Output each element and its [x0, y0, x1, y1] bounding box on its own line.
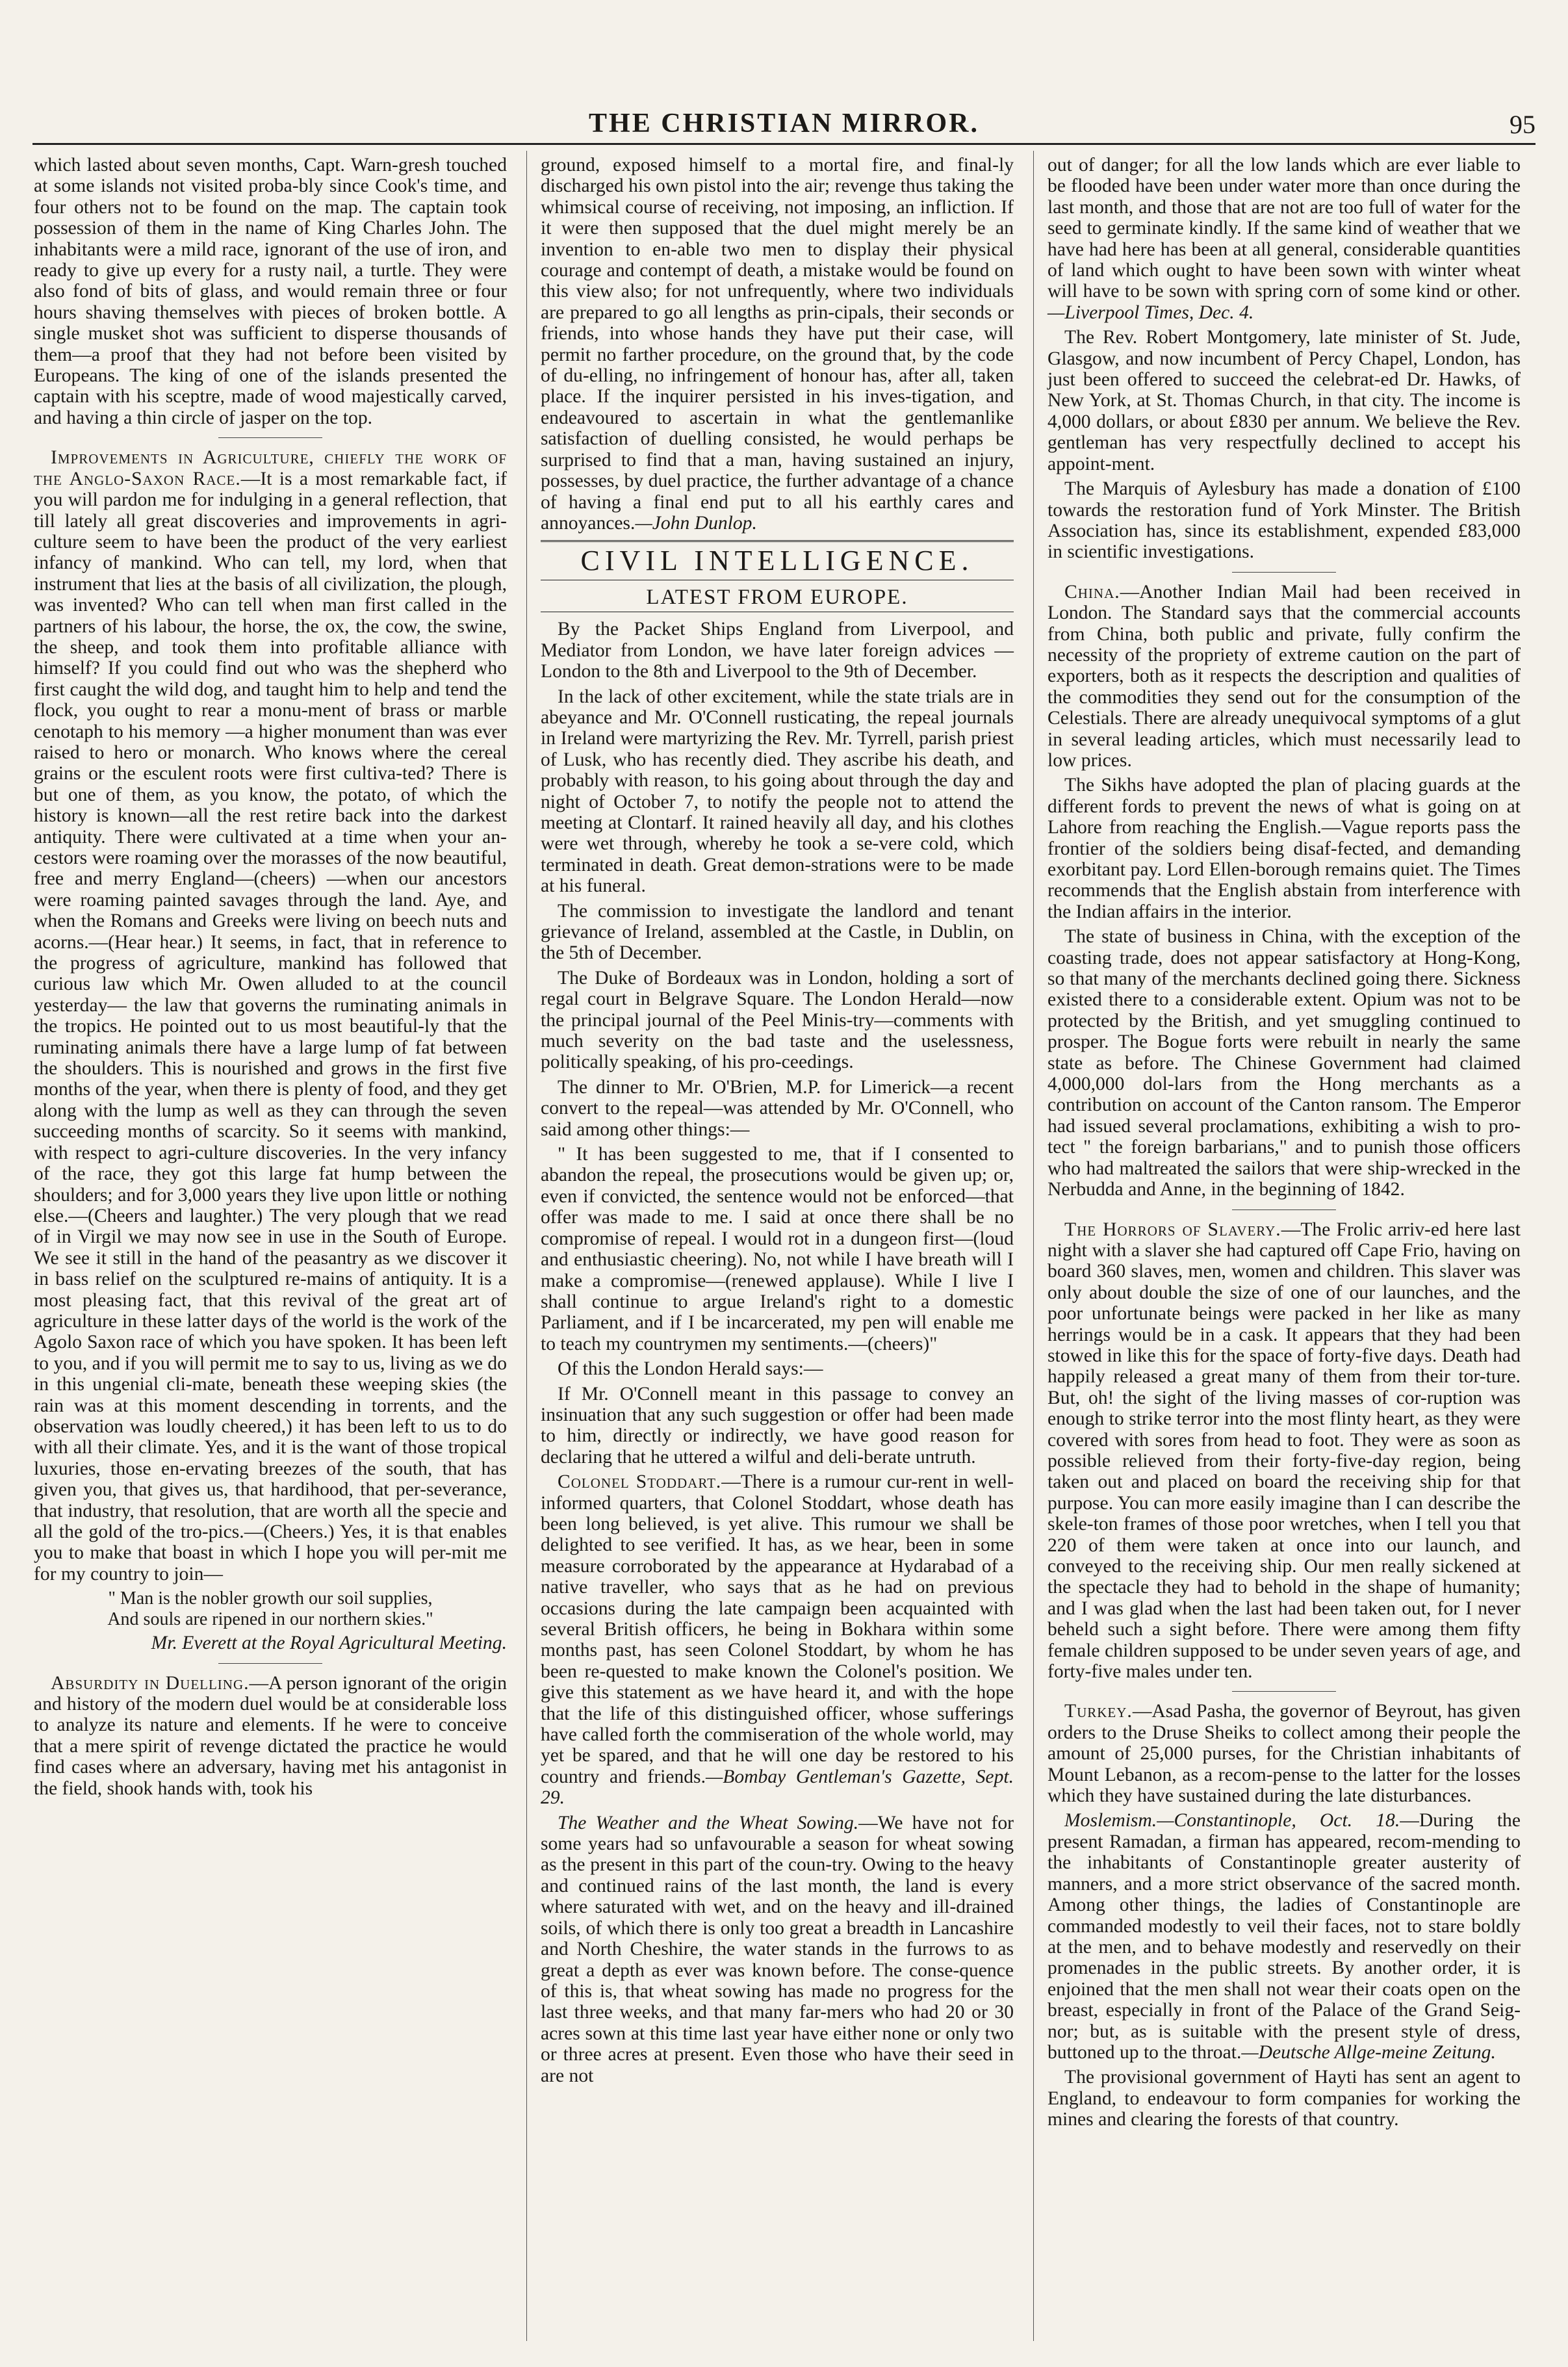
- news-turkey: [1047, 1701, 1521, 1806]
- verse-line: " Man is the nobler growth our soil supplies,: [108, 1588, 433, 1609]
- article-source: —Deutsche Allge-meine Zeitung.: [1241, 2041, 1496, 2063]
- article-body: —There is a rumour cur-rent in well-informed quarters, that Colonel Stoddart, whose death has been long believed, is yet alive. This rumour we shall be delighted to see verified. It has, as we hear, been in some measure corroborated by the appearance at Hydarabad of a native traveller, who says that as he had on previous occasions during the late campaign been acquainted with several British officers, he being in Bokhara within some months past, has seen Colonel Stoddart, by whom he has been re-quested to make known the Colonel's position. We give this statement as we have heard it, and with the hope that the life of this distinguished officer, whose sufferings have called forth the commiseration of the whole world, may yet be spared, and that he will one day be restored to his country and friends.: [541, 1471, 1014, 1787]
- column-1: [34, 155, 507, 1803]
- article-body: —During the present Ramadan, a firman has appeared, recom-mending to the inhabitants of Constantinople greater austerity of manners, and a more strict observance of the sacred month. Among other things, the ladies of Constantinople are commanded modestly to veil their faces, not to stare boldly at the men, and to behave modestly and reservedly on their promenades in the public streets. By another order, it is enjoined that the men shall not wear their coats open on the breast, especially in front of the Palace of the Grand Seig-nor; but, as is suitable with the present style of dress, buttoned up to the throat.: [1047, 1810, 1521, 2063]
- quoted-verse: [34, 1588, 507, 1630]
- article-body: —The Frolic arriv-ed here last night with a slaver she had captured off Cape Frio, having on board 360 slaves, men, women and children. This slaver was only about double the size of one of our launches, and the poor unfortunate beings were packed in her like as many herrings would be in a cask. It appears that they had been stowed in like this for the space of forty-five days. Death had happily released a great many of them from their tor-ture. But, oh! the sight of the living masses of cor-ruption was enough to strike terror into the most flinty heart, as they were covered with sores from head to foot. They were as soon as possible relieved from their forty-five-day region, being taken out and placed on board the receiving ship for that purpose. You can more easily imagine than I can describe the skele-ton frames of those poor wretches, when I tell you that 220 of them were taken at once into our launch, and conveyed to the receiving ship. Our men really sickened at the spectacle they had to behold in the shape of humanity; and I was glad when the last had been taken out, for I never beheld such a sight before. There were among them fifty female children supposed to be under seven years of age, and forty-five males under ten.: [1047, 1219, 1521, 1683]
- column-2: [541, 155, 1014, 2090]
- article-body: —We have not for some years had so unfavourable a season for wheat sowing as the present in this part of the coun-try. Owing to the heavy and continued rains of the last month, the land is every where saturated with wet, and on the heavy and ill-drained soils, of which there is only too great a breadth in Lancashire and North Cheshire, the water stands in the furrows to as great a depth as ever was known before. The conse-quence of this is, that wheat sowing has made no progress for the last three weeks, and that many far-mers who had 20 or 30 acres sown at this time last year have either none or only two or three acres at present. Even those who have their seed in are not: [541, 1812, 1014, 2086]
- article-body: —It is a most remarkable fact, if you will pardon me for indulging in a general reflection, that till lately all great discoveries and improvements in agri-culture seem to have been the product of the very earliest infancy of mankind. Who can tell, my lord, when that instrument that lies at the basis of all civilization, the plough, was invented? Who can tell when man first called in the partners of his labour, the horse, the ox, the cow, the swine, the sheep, and took them into profitable alliance with himself? If you could find out who was the shepherd who first caught the wild dog, and taught him to help and tend the flock, you ought to rear a monu-ment of brass or marble cenotaph to his memory —a higher monument than was ever raised to hero or monarch. Who knows where the cereal grains or the esculent roots were first cultiva-ted? There is but one of them, as you know, the potato, of which the history is known—all the rest retire back into the darkest antiquity. There were cultivated at a time when your an-cestors were roaming over the morasses of the now beautiful, free and merry England—(cheers) —when our ancestors were roaming painted savages through the land. Aye, and when the Romans and Greeks were living on beech nuts and acorns.—(Hear hear.) It seems, in fact, that in reference to the progress of agriculture, mankind has followed that curious law which Mr. Owen alluded to at the council yesterday— the law that governs the ruminating animals in the tropics. He pointed out to us most beautiful-ly that the ruminating animals there have a large lump of fat between the shoulders. This is nourished and grows in the first five months of the year, when there is plenty of food, and they get along with the lump as well as they can through the seven succeeding months of scarcity. So it seems with mankind, with respect to agri-culture discoveries. In the very infancy of the race, they got this large fat hump between the shoulders; and for 3,000 years they live upon little or nothing else.—(Cheers and laughter.) The very plough that we read of in Virgil we may now see in use in the South of Europe. We see it still in the hand of the peasantry as we discover it in bass relief on the sculptured re-mains of antiquity. It is a most pleasing fact, that this revival of the great art of agriculture in these latter days of the world is the work of the Agolo Saxon race of which you have spoken. It has been left to you, and if you will permit me to say to us, living as we do in this ungenial cli-mate, beneath these weeping skies (the rain was at this moment descending in torrents, and the observation was loudly cheered,) it has been left to us to do with all their climate. Yes, and it is the want of those tropical luxuries, those en-ervating breezes of the south, that has given you, that gives us, that hardihood, that per-severance, that industry, that resolution, that are worth all the specie and all the gold of the tro-pics.—(Cheers.) Yes, it is that enables you to make that boast in which I hope you will per-mit me for my country to join—: [34, 468, 507, 1584]
- news-paragraph: The dinner to Mr. O'Brien, M.P. for Limerick—a recent convert to the repeal—was attended by Mr. O'Connell, who said among other things:—: [541, 1076, 1014, 1140]
- article-heading: Improvements in Agriculture, chiefly the work of the Anglo-Saxon Race.: [34, 447, 507, 489]
- separator: [1232, 1209, 1336, 1210]
- article-heading: Colonel Stoddart.: [558, 1471, 722, 1493]
- news-weather: [541, 1813, 1014, 2086]
- column-rule: [526, 151, 527, 2341]
- article-body: ground, exposed himself to a mortal fire, and final-ly discharged his own pistol into the air; revenge thus taking the whimsical course of receiving, not imposing, an infliction. If it were then supposed that the duel might merely be an invention to en-able two men to display their physical courage and contempt of death, a mistake would be found on this view also; for not unfrequently, where two individuals are prepared to go all lengths as prin-cipals, their seconds or friends, into whose hands they have put their case, will permit no farther procedure, on the ground that, by the code of du-elling, no infringement of honour has, after all, taken place. If the inquirer persisted in his inves-tigation, and endeavoured to ascertain in what the gentlemanlike satisfaction of duelling consisted, he would perhaps be surprised to find that a man, having sustained an injury, possesses, by duel practice, the further advantage of a chance of having a final end put to all his earthly cares and annoyances.: [541, 155, 1014, 534]
- news-paragraph: The state of business in China, with the exception of the coasting trade, does not appear satisfactory at Hong-Kong, so that many of the merchants declined going there. Sickness existed there to a considerable extent. Opium was not to be protected by the British, and yet smuggling continued to prosper. The Bogue forts were rebuilt in nearly the same state as before. The Chinese Government had claimed 4,000,000 dol-lars from the Hong merchants as a contribution on account of the Canton ransom. The Emperor had issued several proclamations, exhibiting a wish to pro-tect " the foreign barbarians," and to punish those officers who had maltreated the sailors that were ship-wrecked in the Nerbudda and Anne, in the beginning of 1842.: [1047, 926, 1521, 1200]
- article-body: —Another Indian Mail had been received in London. The Standard says that the commercial accounts from China, both public and private, fully confirm the necessity of the propriety of extreme caution on the part of exporters, both as it respects the description and qualities of the commodities they send out for the consumption of the Celestials. There are already unequivocal symptoms of a glut in several leading articles, which must necessarily lead to low prices.: [1047, 581, 1521, 771]
- article-source: —Liverpool Times, Dec. 4.: [1047, 302, 1254, 323]
- news-paragraph: The Marquis of Aylesbury has made a donation of £100 towards the restoration fund of York Minster. The British Association has, since its establishment, expended £83,000 in scientific investigations.: [1047, 478, 1521, 563]
- article-source: —John Dunlop.: [635, 512, 757, 534]
- separator: [1232, 572, 1336, 573]
- news-china: [1047, 582, 1521, 771]
- article-voyage-end: which lasted about seven months, Capt. Warn-gresh touched at some islands not visited proba-bly since Cook's time, and four others not to be found on the map. The captain took possession of them in the name of King Charles John. The inhabitants were a mild race, ignorant of the use of iron, and ready to give up every for a rusty nail, a turtle. They were also fond of bits of glass, and would remain three or four hours shaving themselves with pieces of broken bottle. A single musket shot was sufficient to disperse thousands of them—a proof that they had not before been visited by Europeans. The king of one of the islands presented the captain with his sceptre, made of wood majestically carved, and having a thin circle of jasper on the top.: [34, 155, 507, 428]
- masthead: [32, 104, 1536, 145]
- column-3: [1047, 155, 1521, 2134]
- article-source: Mr. Everett at the Royal Agricultural Meeting.: [151, 1633, 507, 1654]
- news-slavery: [1047, 1219, 1521, 1683]
- news-stoddart: [541, 1471, 1014, 1809]
- separator: [1232, 1691, 1336, 1692]
- article-heading: The Horrors of Slavery.: [1064, 1219, 1281, 1240]
- article-heading: China.: [1064, 581, 1120, 602]
- article-duelling-cont: [541, 155, 1014, 534]
- section-heading: CIVIL INTELLIGENCE.: [541, 540, 1014, 580]
- news-paragraph: Of this the London Herald says:—: [558, 1358, 823, 1380]
- article-body: —Asad Pasha, the governor of Beyrout, has given orders to the Druse Sheiks to collect among their people the amount of 25,000 purses, for the Christian inhabitants of Mount Lebanon, as a recom-pense to the latter for the losses which they have sustained during the late disturbances.: [1047, 1701, 1521, 1807]
- verse-line: And souls are ripened in our northern skies.": [107, 1609, 433, 1630]
- news-paragraph: The Sikhs have adopted the plan of placing guards at the different fords to prevent the news of what is going on at Lahore from reaching the English.—Vague reports pass the frontier of the soldiers being disaf-fected, and demanding exorbitant pay. Lord Ellen-borough remains quiet. The Times recommends that the English abstain from interference with the Indian affairs in the interior.: [1047, 775, 1521, 922]
- separator: [218, 437, 322, 438]
- news-paragraph: In the lack of other excitement, while the state trials are in abeyance and Mr. O'Connell rusticating, the repeal journals in Ireland were martyrizing the Rev. Mr. Tyrrell, parish priest of Lusk, who has recently died. They ascribe his death, and probably with reason, to his going about through the day and night of October 7, to notify the people not to attend the meeting at Clontarf. It rained heavily all day, and his clothes were wet through, whereby he took a se-vere cold, which terminated in death. Great demon-strations were to be made at his funeral.: [541, 686, 1014, 897]
- news-moslemism: [1047, 1810, 1521, 2063]
- news-paragraph: The Duke of Bordeaux was in London, holding a sort of regal court in Belgrave Square. The London Herald—now the principal journal of the Peel Minis-try—comments with much severity on the bad taste and the uselessness, politically speaking, of his pro-ceedings.: [541, 967, 1014, 1073]
- news-paragraph: The Rev. Robert Montgomery, late minister of St. Jude, Glasgow, and now incumbent of Percy Chapel, London, has just been offered to succeed the celebrat-ed Dr. Hawks, of New York, at St. Thomas Church, in that city. The income is 4,000 dollars, or about £830 per annum. We believe the Rev. gentleman has very respectfully declined to accept his appoint-ment.: [1047, 327, 1521, 474]
- news-weather-cont: [1047, 155, 1521, 323]
- article-heading: Turkey.: [1064, 1701, 1133, 1722]
- article-heading: The Weather and the Wheat Sowing.: [558, 1812, 859, 1833]
- news-paragraph: The provisional government of Hayti has sent an agent to England, to endeavour to form companies for working the mines and clearing the forests of that country.: [1047, 2067, 1521, 2130]
- section-subheading: LATEST FROM EUROPE.: [541, 583, 1014, 612]
- article-heading: Absurdity in Duelling.: [51, 1672, 250, 1694]
- news-paragraph: The commission to investigate the landlord and tenant grievance of Ireland, assembled at the Castle, in Dublin, on the 5th of December.: [541, 900, 1014, 964]
- article-duelling: [34, 1673, 507, 1799]
- article-body: out of danger; for all the low lands which are ever liable to be flooded have been under water more than once during the last month, and those that are not are too full of water for the seed to germinate kindly. If the same kind of weather that we have had here has been at all general, considerable quantities of land which ought to have been sown with winter wheat will have to be sown with spring corn of some kind or other.: [1047, 155, 1521, 302]
- news-paragraph: By the Packet Ships England from Liverpool, and Mediator from London, we have later foreign advices —London to the 8th and Liverpool to the 9th of December.: [541, 619, 1014, 682]
- article-source: —Bombay Gentleman's Gazette, Sept. 29.: [541, 1766, 1014, 1809]
- page-title: THE CHRISTIAN MIRROR.: [589, 109, 979, 138]
- news-paragraph: If Mr. O'Connell meant in this passage to convey an insinuation that any such suggestion or offer had been made to him, directly or indirectly, we have good reason for declaring that he uttered a wilful and deli-berate untruth.: [541, 1383, 1014, 1468]
- article-body: —A person ignorant of the origin and history of the modern duel would be at considerable loss to analyze its nature and elements. If he were to conceive that a mere spirit of revenge dictated the practice he would find cases where an adversary, having met his antagonist in the field, shook hands with, took his: [34, 1672, 507, 1799]
- separator: [218, 1663, 322, 1664]
- page-number: 95: [1510, 110, 1536, 139]
- column-rule: [1033, 151, 1034, 2341]
- article-agriculture: [34, 447, 507, 1584]
- article-heading: Moslemism.—Constantinople, Oct. 18.: [1064, 1810, 1400, 1831]
- news-quote: " It has been suggested to me, that if I consented to abandon the repeal, the prosecutions would be given up; or, even if convicted, the sentence would not be enforced—that offer was made to me. I said at once there shall be no compromise of repeal. I would rot in a dungeon first—(loud and enthusiastic cheering). No, not while I have breath will I make a compromise—(renewed applause). While I live I shall continue to argue Ireland's right to a domestic Parliament, and if I be incarcerated, my pen will enable me to teach my countrymen my sentiments.—(cheers)": [541, 1144, 1014, 1354]
